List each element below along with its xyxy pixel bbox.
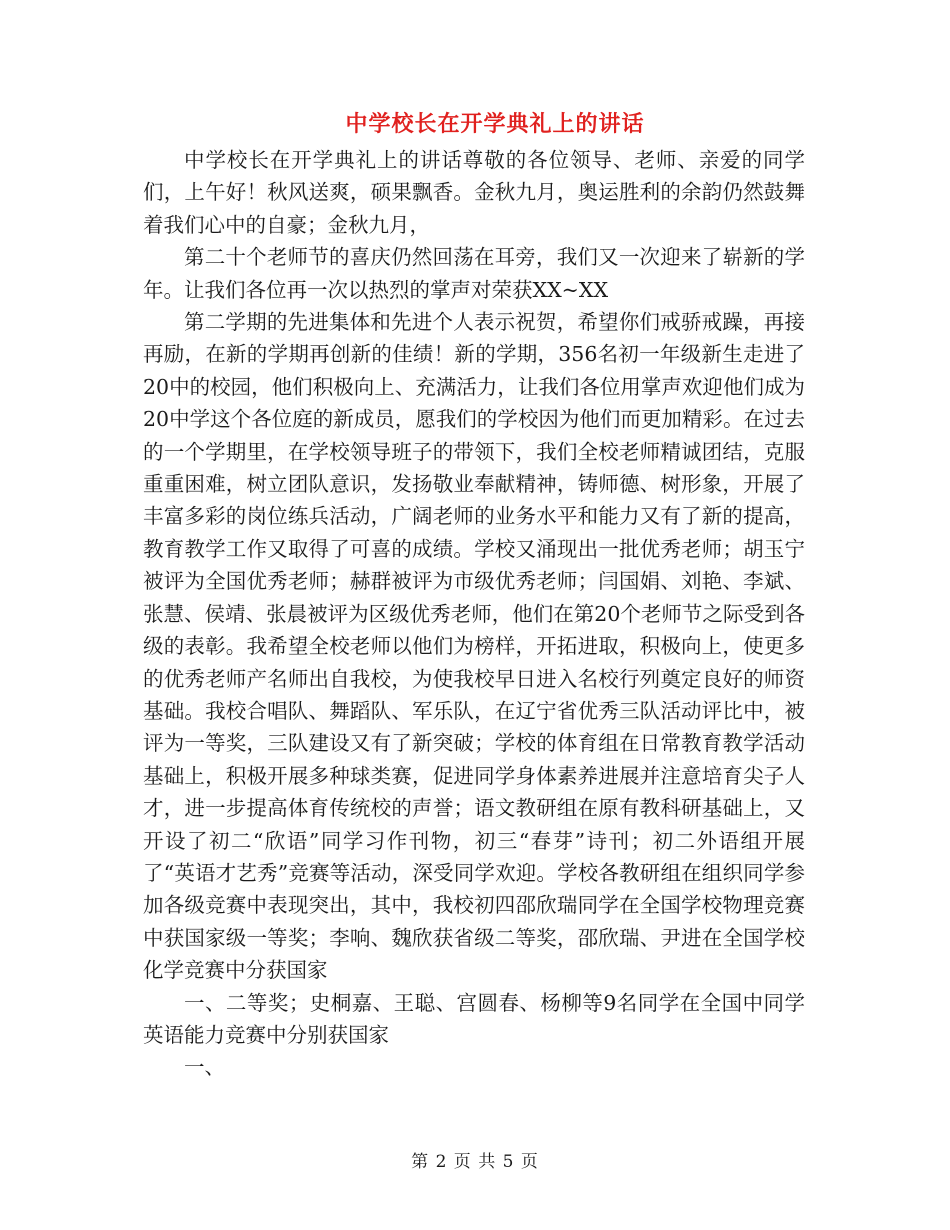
document-body xyxy=(143,144,805,1084)
page-number-footer: 第 2 页 共 5 页 xyxy=(411,1152,539,1172)
paragraph: 第二学期的先进集体和先进个人表示祝贺，希望你们戒骄戒躁，再接再励，在新的学期再创新的佳绩！新的学期，356名初一年级新生走进了20中的校园，他们积极向上、充满活力，让我们各位用掌声欢迎他们成为20中学这个各位庭的新成员，愿我们的学校因为他们而更加精彩。在过去的一个学期里，在学校领导班子的带领下，我们全校老师精诚团结，克服重重困难，树立团队意识，发扬敬业奉献精神，铸师德、树形象，开展了丰富多彩的岗位练兵活动，广阔老师的业务水平和能力又有了新的提高，教育教学工作又取得了可喜的成绩。学校又涌现出一批优秀老师；胡玉宁被评为全国优秀老师；赫群被评为市级优秀老师；闫国娟、刘艳、李斌、张慧、侯靖、张晨被评为区级优秀老师，他们在第20个老师节之际受到各级的表彰。我希望全校老师以他们为榜样，开拓进取，积极向上，使更多的优秀老师产名师出自我校，为使我校早日进入名校行列奠定良好的师资基础。我校合唱队、舞蹈队、军乐队，在辽宁省优秀三队活动评比中，被评为一等奖，三队建设又有了新突破；学校的体育组在日常教育教学活动基础上，积极开展多种球类赛，促进同学身体素养进展并注意培育尖子人才，进一步提高体育传统校的声誉；语文教研组在原有教科研基础上，又开设了初二“欣语”同学习作刊物，初三“春芽”诗刊；初二外语组开展了“英语才艺秀”竞赛等活动，深受同学欢迎。学校各教研组在组织同学参加各级竞赛中表现突出，其中，我校初四邵欣瑞同学在全国学校物理竞赛中获国家级一等奖；李响、魏欣获省级二等奖，邵欣瑞、尹进在全国学校化学竞赛中分获国家 xyxy=(143,310,805,983)
paragraph: 一、 xyxy=(184,1055,225,1080)
document-title: 中学校长在开学典礼上的讲话 xyxy=(345,111,645,137)
paragraph: 中学校长在开学典礼上的讲话尊敬的各位领导、老师、亲爱的同学们，上午好！秋风送爽，硕果飘香。金秋九月，奥运胜利的余韵仍然鼓舞着我们心中的自豪；金秋九月， xyxy=(143,148,805,237)
paragraph: 第二十个老师节的喜庆仍然回荡在耳旁，我们又一次迎来了崭新的学年。让我们各位再一次以热烈的掌声对荣获XX~XX xyxy=(143,245,805,302)
paragraph: 一、二等奖；史桐嘉、王聪、宫圆春、杨柳等9名同学在全国中同学英语能力竞赛中分别获国家 xyxy=(143,990,805,1047)
